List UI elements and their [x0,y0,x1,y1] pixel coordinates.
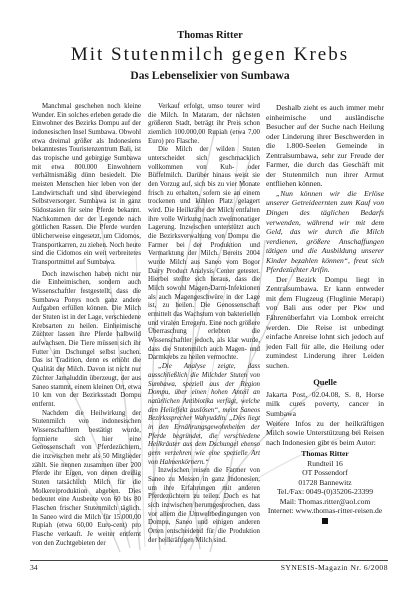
address-name: Thomas Ritter [301,449,349,459]
page-number: 34 [30,563,38,572]
column-2 [148,103,260,545]
address-district: OT Possendorf [302,468,348,478]
author-address [266,449,384,525]
source-heading: Quelle [313,377,337,388]
paragraph: Deshalb zieht es auch immer mehr einheimische und ausländische Besucher auf der Suche nach Heilung oder Linderung ihrer Beschwerden in die 1.800-Seelen Gemeinde in Zentralsumbawa, sehr zur Freude der Farmer, die durch das Geschäft mit der Stutenmilch nun ihrer Armut entfliehen können. [266,103,384,189]
address-city: 01728 Bannewitz [298,477,352,487]
quote-paragraph: „Die Analyse zeigte, dass ausschließlich die Milchder Stuten von Sumbawa, speziell aus der Region Dompu, über einen hohen Anteil an natürlichen Antibiotika verfügt, welche den Heileffekt auslösen“, meint Saneos Bezirkssprecher Wahyuddin. „Dies liegt in den Ernährungsgewohnheiten der Pferde begründet, die verschiedene Heilkräuter aus dem Dschungel ebenso gern verzehren wie eine spezielle Art von Halmenkörnern.“ [148,363,260,466]
paragraph: Die Milch der wilden Stuten unterscheidet sich geschmacklich vollkommen von Kuh- oder Büffelmilch. Darüber hinaus weist sie den Vorzug auf, sich bis zu vier Monate frisch zu erhalten, sofern sie an einem trockenen und kühlen Platz gelagert wird. Die Heilkräfte der Milch entfalten ihre volle Wirkung nach zweimonatiger Lagerung. Inzwischen unterstützt auch die Bezirksverwaltung von Dompu die Farmer bei der Produktion und Vermarktung der Milch. Bereits 2004 wurde Milch aus Saneo vom Bogor Dairy Product Analysis Center getestet. Hierbei stellte sich heraus, dass die Milch sowohl Magen-Darm-Infektionen als auch Magengeschwüre in der Lage ist, zu heilen. Die Genossenschaft ermittelt das Wachstum von bakteriellen und viralen Erregern. Eine noch größere Überraschung erlebten die Wissenschaftler jedoch, als klar wurde, dass die Stutenmilch auch Magen- und Darmkrebs zu heilen vermochte. [148,146,260,362]
column-1 [32,103,141,548]
column-3 [266,103,384,526]
end-mark-icon [322,518,328,524]
paragraph: Der Bezirk Dompu liegt in Zentralsumbawa. Er kann entweder mit dem Flugzeug (Fluglinie Merapi) von Bali aus oder per Pkw und Fährenüberfahrt via Lombok erreicht werden. Die Reise ist unbedingt einfache Anreise lohnt sich jedoch auf jeden Fall für alle, die Heilung oder zumindest Linderung ihrer Leiden suchen. [266,274,384,370]
paragraph: Nachdem die Heilwirkung der Stutenmilch von indonesischen Wissenschaftlern bestätigt wurde, formierte sich hier eine Genossenschaft von Pferdezüchtern, die inzwischen mehr als 50 Mitglieder zählt. Sie nennen zusammen über 200 Pferde ihr Eigen, von denen dreißig Stuten tatsächlich Milch für die Molkereiproduktion abgeben. Dies bedeutet eine Ausbeute von 60 bis 80 Flaschen frischer Stutenmilch täglich. In Saneo wird die Milch für 15.000,00 Rupiah (etwa 60,00 Euro-cent) pro Flasche verkauft. Je weiter entfernt von den Zuchtgebieten der [32,409,141,547]
paragraph: Manchmal geschehen noch kleine Wunder. Ein solches erleben gerade die Einwohner des Bezirks Dompu auf der indonesischen Insel Sumbawa. Obwohl etwa dreimal größer als Indonesiens bekanntestes Touristenzentrum Bali, ist das tropische und gebirgige Sumbawa mit etwa 800.000 Einwohnern verhältnismäßig dünn besiedelt. Die meisten Menschen hier leben von der Landwirtschaft und sind überwiegend Selbstversorger. Sumbawa ist in ganz Südostasien für seine Pferde bekannt. Nachkommen der der Legende nach göttlichen Rassen. Die Pferde wurden üblicherweise eingesetzt, um Cidomos, Transportkarren, zu ziehen. Noch heute sind die Cidomos ein weit verbreitetes Transportmittel auf Sumbawa. [32,103,141,267]
address-phone: Tel./Fax: 0049-(0)35206-23399 [276,487,374,497]
paragraph: Inzwischen reisen die Farmer von Saneo zu Messen in ganz Indonesien, um ihre Erfahrungen mit anderen Pferdezüchtern zu teilen. Doch es hat sich inzwischen herumgesprochen, dass vor allem die Umweltbedingungen von Dompu, Saneo und einigen anderen Orten entscheidend für die Produktion der heilkräftigen Milch sind. [148,467,260,544]
info-text: Weitere Infos zu der heilkräftigen Milch sowie Unterstützung bei Reisen nach Indonesien gibt es beim Autor: [266,418,384,447]
article-title: Mit Stutenmilch gegen Krebs [70,44,350,65]
page-footer [30,560,388,572]
quote-paragraph: „Nun können wir die Erlöse unserer Getreideernten zum Kauf von Dingen des täglichen Bedarfs verwenden, während wir mit dem Geld, das wir durch die Milch verdienen, größere Anschaffungen tätigen und die Ausbildung unserer Kinder bezahlen können“, freut sich Pferdezüchter Arifin. [266,188,384,275]
source-text: Jakarta Post, 02.04.08, S. 8, Horse milk cures poverty, cancer in Sumbawa [266,389,384,418]
author-name: Thomas Ritter [177,30,243,41]
address-web[interactable]: Internet: www.thomas-ritter-reisen.de [267,506,383,516]
address-street: Rundteil 16 [307,458,343,468]
address-email[interactable]: Mail: Thomas.ritter@aol.com [279,496,371,506]
magazine-issue: SYNESIS-Magazin Nr. 6/2008 [280,563,388,572]
article-subtitle: Das Lebenselixier von Sumbawa [130,70,290,82]
paragraph: Verkauf erfolgt, umso teurer wird die Milch. In Mataram, der nächsten größeren Stadt, beträgt ihr Preis schon ziemlich 100.000,00 Rupiah (etwa 7,00 Euro) pro Flasche. [148,103,260,145]
paragraph: Doch inzwischen haben nicht nur die Einheimischen, sondern auch Wissenschaftler festgestellt, dass die Sumbawa Ponys noch ganz andere Aufgaben erfüllen können. Die Milch der Stuten ist in der Lage, verschiedene Krebsarten zu heilen. Einheimische Züchter lassen ihre Pferde halbwild aufwachsen. Die Tiere müssen sich ihr Futter im Dschungel selbst suchen. Das ist Tradition, denn es erhöht die Qualität der Milch. Davon ist nicht nur Züchter Jamaluddin überzeugt, der aus Saneo stammt, einem kleinen Ort, etwa 10 km von der Bezirksstadt Dompu entfernt. [32,270,141,408]
